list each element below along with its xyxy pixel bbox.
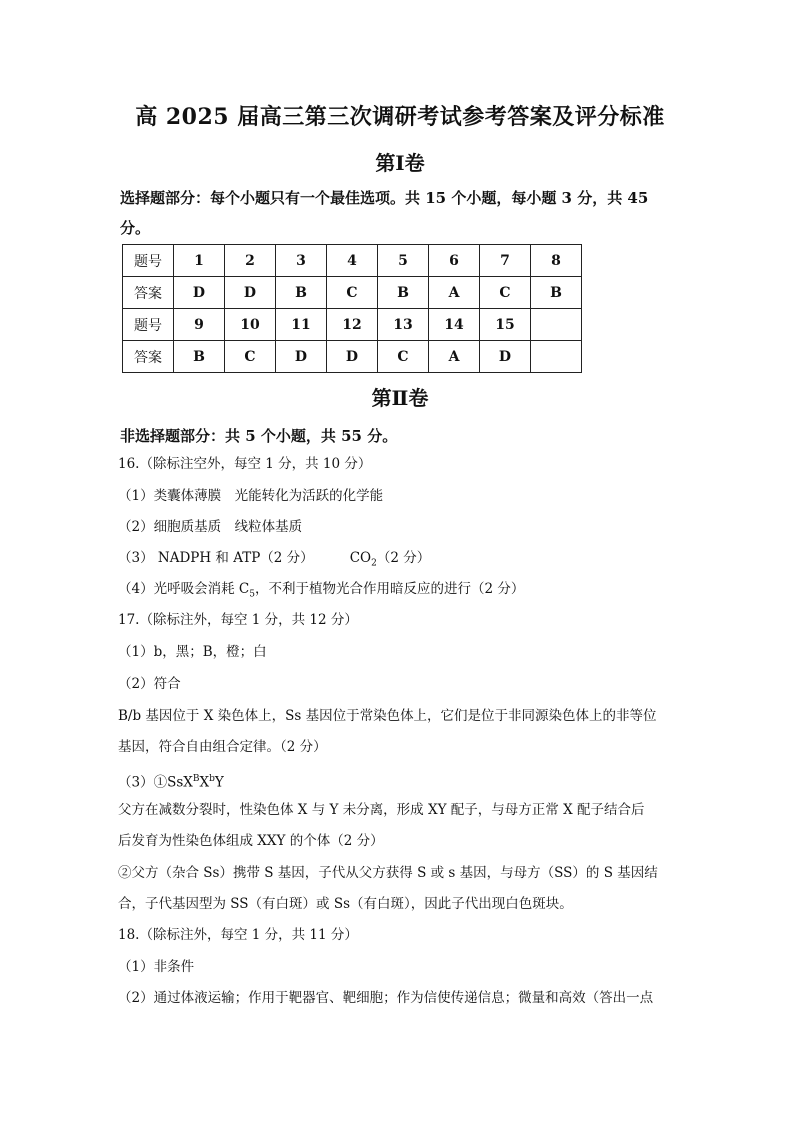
- document-title: 高 2025 届高三第三次调研考试参考答案及评分标准: [135, 104, 665, 130]
- genotype-text: X: [199, 774, 210, 791]
- q17-answer-2-explanation-2: 基因，符合自由组合定律。（2 分）: [118, 739, 327, 755]
- row-label: 答案: [123, 277, 174, 309]
- answer-cell: D: [225, 277, 276, 309]
- row-label: 答案: [123, 341, 174, 373]
- question-number: 9: [174, 309, 225, 341]
- answer-cell: C: [327, 277, 378, 309]
- answer-cell: [531, 341, 582, 373]
- q16-answer-1: （1）类囊体薄膜 光能转化为活跃的化学能: [118, 488, 384, 504]
- q17-answer-3-part-2-line-1: ②父方（杂合 Ss）携带 S 基因，子代从父方获得 S 或 s 基因，与母方（SS）的 S 基因结: [118, 865, 658, 881]
- q17-answer-3-part-2-line-2: 合，子代基因型为 SS（有白斑）或 Ss（有白斑），因此子代出现白色斑块。: [118, 896, 573, 912]
- volume-1-title: 第Ⅰ卷: [375, 151, 425, 175]
- answer-cell: C: [378, 341, 429, 373]
- q16-answer-3-part-b: [349, 550, 431, 569]
- answer-cell: D: [327, 341, 378, 373]
- q18-heading: 18.（除标注外，每空 1 分，共 11 分）: [118, 927, 358, 943]
- superscript: B: [192, 774, 200, 784]
- answer-cell: C: [225, 341, 276, 373]
- table-row: [123, 309, 582, 341]
- q16-answer-4: [118, 579, 688, 605]
- multiple-choice-intro-line-2: 分。: [120, 219, 151, 237]
- q16-answer-2: （2）细胞质基质 线粒体基质: [118, 519, 303, 535]
- q16-answer-3-part-a: （3） NADPH 和 ATP（2 分）: [118, 550, 314, 566]
- answer-cell: B: [531, 277, 582, 309]
- table-row: [123, 277, 582, 309]
- multiple-choice-intro: [120, 183, 680, 243]
- q16-heading: 16.（除标注空外，每空 1 分，共 10 分）: [118, 456, 372, 472]
- answer-cell: A: [429, 277, 480, 309]
- score-note: （2 分）: [376, 550, 431, 566]
- answer-cell: B: [378, 277, 429, 309]
- co2-text: CO: [349, 550, 372, 566]
- answer-cell: A: [429, 341, 480, 373]
- question-number: 6: [429, 245, 480, 277]
- q16-answer-3: [118, 548, 688, 574]
- question-number: 10: [225, 309, 276, 341]
- question-number: 4: [327, 245, 378, 277]
- question-number: 14: [429, 309, 480, 341]
- question-number: 8: [531, 245, 582, 277]
- question-number: 5: [378, 245, 429, 277]
- non-multiple-choice-intro: 非选择题部分：共 5 个小题，共 55 分。: [120, 427, 398, 445]
- genotype-text: Y: [214, 774, 224, 791]
- answer-cell: D: [174, 277, 225, 309]
- q18-answer-1: （1）非条件: [118, 959, 195, 975]
- multiple-choice-intro-line-1: 选择题部分：每个小题只有一个最佳选项。共 15 个小题，每小题 3 分，共 45: [120, 189, 649, 207]
- q17-answer-3-explanation-2: 后发育为性染色体组成 XXY 的个体（2 分）: [118, 833, 384, 849]
- answer-table: [122, 244, 582, 373]
- row-label: 题号: [123, 245, 174, 277]
- genotype-text: （3）①SsX: [118, 774, 193, 791]
- question-number: 2: [225, 245, 276, 277]
- question-number: 15: [480, 309, 531, 341]
- answer-cell: D: [480, 341, 531, 373]
- subscript: 2: [371, 558, 377, 569]
- superscript: b: [209, 774, 215, 784]
- q17-answer-3: [118, 769, 688, 793]
- q17-heading: 17.（除标注外，每空 1 分，共 12 分）: [118, 612, 358, 628]
- q17-answer-2-explanation-1: B/b 基因位于 X 染色体上，Ss 基因位于常染色体上，它们是位于非同源染色体上的非等位: [118, 708, 657, 724]
- answer-cell: D: [276, 341, 327, 373]
- question-number: 1: [174, 245, 225, 277]
- table-row: [123, 341, 582, 373]
- answer-cell: B: [276, 277, 327, 309]
- q17-answer-1: （1）b，黑；B，橙；白: [118, 644, 267, 660]
- q17-answer-3-explanation-1: 父方在减数分裂时，性染色体 X 与 Y 未分离，形成 XY 配子，与母方正常 X 配子结合后: [118, 802, 645, 818]
- q17-answer-2: （2）符合: [118, 676, 181, 692]
- q16-answer-4-text: （4）光呼吸会消耗 C: [118, 581, 250, 597]
- q16-answer-4-rest: ，不利于植物光合作用暗反应的进行（2 分）: [254, 581, 525, 597]
- table-row: [123, 245, 582, 277]
- q18-answer-2: （2）通过体液运输；作用于靶器官、靶细胞；作为信使传递信息；微量和高效（答出一点: [118, 990, 654, 1006]
- subscript: 5: [249, 589, 255, 600]
- volume-2-title: 第Ⅱ卷: [371, 386, 429, 410]
- question-number: 13: [378, 309, 429, 341]
- answer-cell: C: [480, 277, 531, 309]
- question-number: 3: [276, 245, 327, 277]
- question-number: 11: [276, 309, 327, 341]
- question-number: [531, 309, 582, 341]
- row-label: 题号: [123, 309, 174, 341]
- answer-cell: B: [174, 341, 225, 373]
- question-number: 12: [327, 309, 378, 341]
- question-number: 7: [480, 245, 531, 277]
